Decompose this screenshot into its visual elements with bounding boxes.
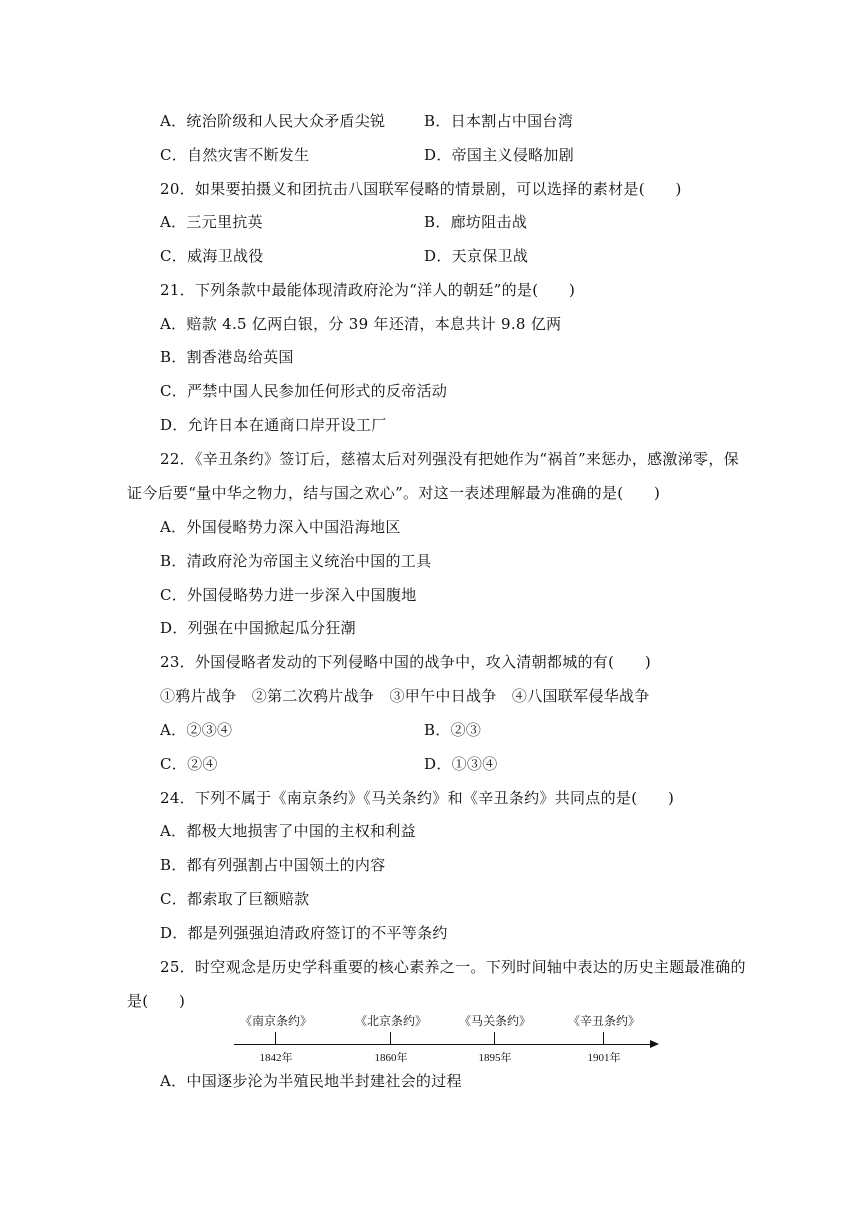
q25-stem-line1: 25．时空观念是历史学科重要的核心素养之一。下列时间轴中表达的历史主题最准确的 <box>160 958 746 976</box>
timeline-treaty-label: 《辛丑条约》 <box>567 1014 641 1028</box>
q22-option-b: B．清政府沦为帝国主义统治中国的工具 <box>160 552 432 570</box>
q20-option-d: D．天京保卫战 <box>424 247 529 265</box>
q23-option-c: C．②④ <box>160 755 218 773</box>
q19-option-a: A．统治阶级和人民大众矛盾尖锐 <box>160 112 386 130</box>
timeline-treaty-label: 《马关条约》 <box>458 1014 532 1028</box>
q23-option-b: B．②③ <box>424 721 482 739</box>
q22-option-c: C．外国侵略势力进一步深入中国腹地 <box>160 586 417 604</box>
q20-option-c: C．威海卫战役 <box>160 247 264 265</box>
timeline-year-label: 1860年 <box>374 1052 408 1064</box>
q25-stem-line2: 是( ) <box>127 992 186 1010</box>
q24-option-a: A．都极大地损害了中国的主权和利益 <box>160 822 416 840</box>
q22-option-d: D．列强在中国掀起瓜分狂潮 <box>160 619 356 637</box>
q19-option-d: D．帝国主义侵略加剧 <box>424 146 575 164</box>
q25-option-a: A．中国逐步沦为半殖民地半封建社会的过程 <box>160 1072 462 1090</box>
q21-option-c: C．严禁中国人民参加任何形式的反帝活动 <box>160 382 448 400</box>
q19-option-b: B．日本割占中国台湾 <box>424 112 574 130</box>
q20-option-a: A．三元里抗英 <box>160 213 263 231</box>
q24-option-c: C．都索取了巨额赔款 <box>160 890 310 908</box>
timeline-axis <box>234 1044 654 1045</box>
timeline-year-label: 1895年 <box>478 1052 512 1064</box>
q21-option-d: D．允许日本在通商口岸开设工厂 <box>160 416 387 434</box>
q24-stem: 24．下列不属于《南京条约》《马关条约》和《辛丑条约》共同点的是( ) <box>160 789 675 807</box>
q24-option-d: D．都是列强强迫清政府签订的不平等条约 <box>160 924 448 942</box>
timeline-year-label: 1901年 <box>587 1052 621 1064</box>
q21-stem: 21．下列条款中最能体现清政府沦为“洋人的朝廷”的是( ) <box>160 281 576 299</box>
q21-option-b: B．割香港岛给英国 <box>160 348 294 366</box>
q22-stem-line2: 证今后要“量中华之物力，结与国之欢心”。对这一表述理解最为准确的是( ) <box>127 484 661 502</box>
q20-option-b: B．廊坊阻击战 <box>424 213 528 231</box>
q23-stem: 23．外国侵略者发动的下列侵略中国的战争中，攻入清朝都城的有( ) <box>160 653 651 671</box>
q24-option-b: B．都有列强割占中国领土的内容 <box>160 856 386 874</box>
timeline-treaty-label: 《北京条约》 <box>354 1014 428 1028</box>
timeline-year-label: 1842年 <box>259 1052 293 1064</box>
timeline-arrow-icon <box>650 1040 659 1048</box>
q23-option-a: A．②③④ <box>160 721 233 739</box>
q22-option-a: A．外国侵略势力深入中国沿海地区 <box>160 518 401 536</box>
q23-option-d: D．①③④ <box>424 755 498 773</box>
q20-stem: 20．如果要拍摄义和团抗击八国联军侵略的情景剧，可以选择的素材是( ) <box>160 180 682 198</box>
timeline-treaty-label: 《南京条约》 <box>239 1014 313 1028</box>
q22-stem-line1: 22．《辛丑条约》签订后，慈禧太后对列强没有把她作为“祸首”来惩办，感激涕零，保 <box>160 450 739 468</box>
q23-items: ①鸦片战争 ②第二次鸦片战争 ③甲午中日战争 ④八国联军侵华战争 <box>160 687 650 705</box>
q19-option-c: C．自然灾害不断发生 <box>160 146 310 164</box>
treaty-timeline <box>228 1012 668 1066</box>
q21-option-a: A．赔款 4.5 亿两白银，分 39 年还清，本息共计 9.8 亿两 <box>160 315 562 333</box>
